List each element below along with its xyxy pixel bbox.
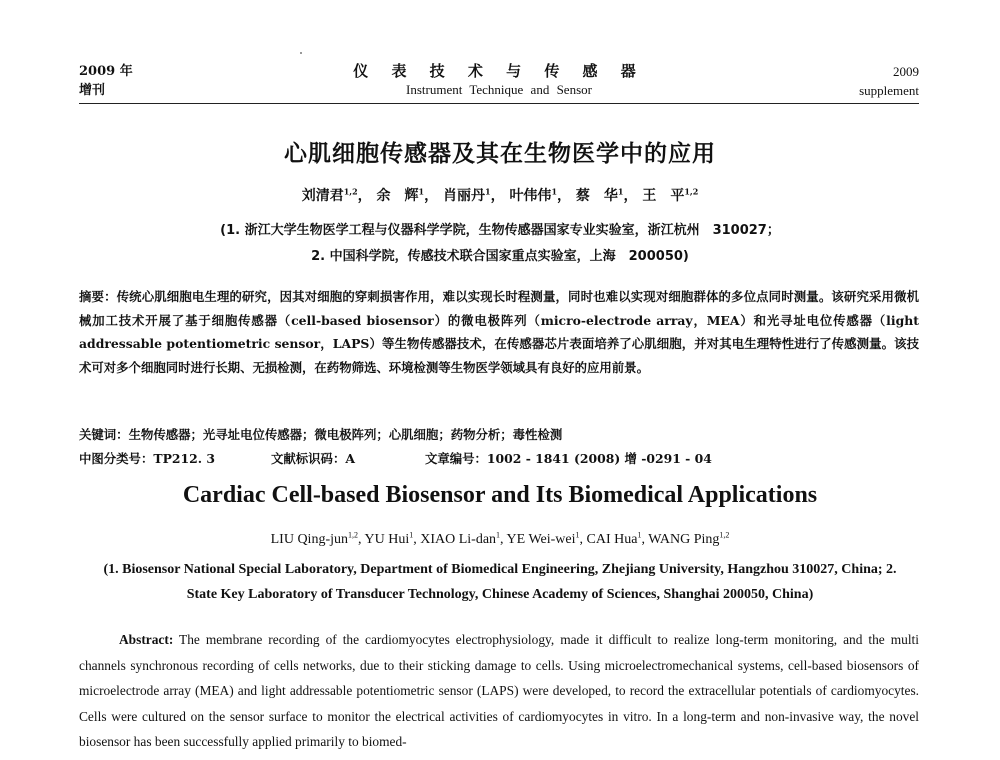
author-cn: 叶伟伟$^1$ [509, 186, 558, 204]
header-rule [79, 103, 919, 104]
keywords-cn-text: 生物传感器；光寻址电位传感器；微电极阵列；心肌细胞；药物分析；毒性检测 [128, 427, 563, 442]
affiliation-cn-2: 2. 中国科学院，传感技术联合国家重点实验室，上海 200050) [311, 249, 689, 264]
header-center [79, 62, 919, 99]
paper-title-cn: 心肌细胞传感器及其在生物医学中的应用 [284, 141, 716, 167]
header-year-left: 2009 年 [79, 64, 133, 79]
abstract-cn [79, 285, 919, 380]
keywords-cn-label: 关键词： [79, 427, 129, 442]
clc-number: 中图分类号：TP212. 3 [79, 451, 215, 466]
author-en: WANG Ping$^{1,2}$ [648, 530, 730, 547]
author-cn: 王 平$^{1,2}$ [642, 186, 699, 204]
author-cn: 余 辉$^1$ [376, 186, 425, 204]
paper-title-en: Cardiac Cell-based Biosensor and Its Biomedical Applications [182, 482, 818, 508]
author-cn: 蔡 华$^1$ [575, 186, 624, 204]
document-code: 文献标识码：A [271, 451, 355, 466]
journal-name-en: Instrument Technique and Sensor [406, 82, 592, 97]
keywords-cn [79, 425, 919, 443]
author-list-cn: 刘清君$^{1,2}$， 余 辉$^1$， 肖丽丹$^1$， 叶伟伟$^1$， 蔡 华$^1$， 王 平$^{1,2}$ [301, 186, 699, 204]
article-number: 文章编号：1002 - 1841 (2008) 增 -0291 - 04 [424, 451, 712, 466]
affiliation-cn-1: (1. 浙江大学生物医学工程与仪器科学学院，生物传感器国家专业实验室，浙江杭州 310027； [220, 223, 780, 238]
header-right [859, 62, 919, 100]
header-year-right: 2009 [893, 64, 919, 79]
header-issue-left: 增刊 [79, 83, 106, 98]
author-cn: 肖丽丹$^1$ [442, 186, 491, 204]
author-cn: 刘清君$^{1,2}$ [301, 186, 358, 204]
author-en: YE Wei-wei$^1$ [506, 530, 580, 547]
scan-speck [300, 52, 302, 54]
affiliation-en: (1. Biosensor National Special Laboratory, Department of Biomedical Engineering, Zhejiang University, Hangzhou 310027, China; 2. State Key Laboratory of Transducer Technology, Chinese Academy of Sciences, Shanghai 200050, China) [103, 562, 897, 602]
abstract-en [79, 627, 919, 755]
author-en: YU Hui$^1$ [364, 530, 414, 547]
author-en: XIAO Li-dan$^1$ [420, 530, 501, 547]
abstract-cn-text: 传统心肌细胞电生理的研究，因其对细胞的穿刺损害作用，难以实现长时程测量，同时也难以实现对细胞群体的多位点同时测量。该研究采用微机械加工技术开展了基于细胞传感器（cell-based biosensor）的微电极阵列（micro-electrode array，MEA）和光寻址电位传感器（light addressable potentiometric sensor，LAPS）等生物传感器技术，在传感器芯片表面培养了心肌细胞，并对其电生理特性进行了传感测量。该技术可对多个细胞同时进行长期、无损检测，在药物筛选、环境检测等生物医学领域具有良好的应用前景。 [79, 289, 920, 376]
header-issue-right: supplement [859, 83, 919, 98]
abstract-en-label: Abstract: [119, 632, 174, 647]
journal-name-cn: 仪 表 技 术 与 传 感 器 [353, 62, 645, 80]
author-en: CAI Hua$^1$ [586, 530, 642, 547]
classification-line [79, 449, 919, 467]
author-list-en: LIU Qing-jun$^{1,2}$, YU Hui$^1$, XIAO Li-dan$^1$, YE Wei-wei$^1$, CAI Hua$^1$, WANG Ping$^{1,2}$ [270, 530, 730, 547]
running-header [79, 60, 919, 104]
author-en: LIU Qing-jun$^{1,2}$ [270, 530, 359, 547]
abstract-en-text: The membrane recording of the cardiomyocytes electrophysiology, made it difficult to realize long-term monitoring, and the multi channels synchronous recording of cells networks, due to their sticking damage to cells. Using microelectromechanical systems, cell-based biosensors of microelectrode array (MEA) and light addressable potentiometric sensor (LAPS) were developed, to record the extracellular potentials of cardiomyocytes. Cells were cultured on the sensor surface to monitor the electrical activities of cardiomyocytes in vitro. In a long-term and non-invasive way, the novel biosensor has been successfully applied primarily to biomed- [79, 632, 919, 750]
abstract-cn-label: 摘要： [79, 289, 117, 304]
